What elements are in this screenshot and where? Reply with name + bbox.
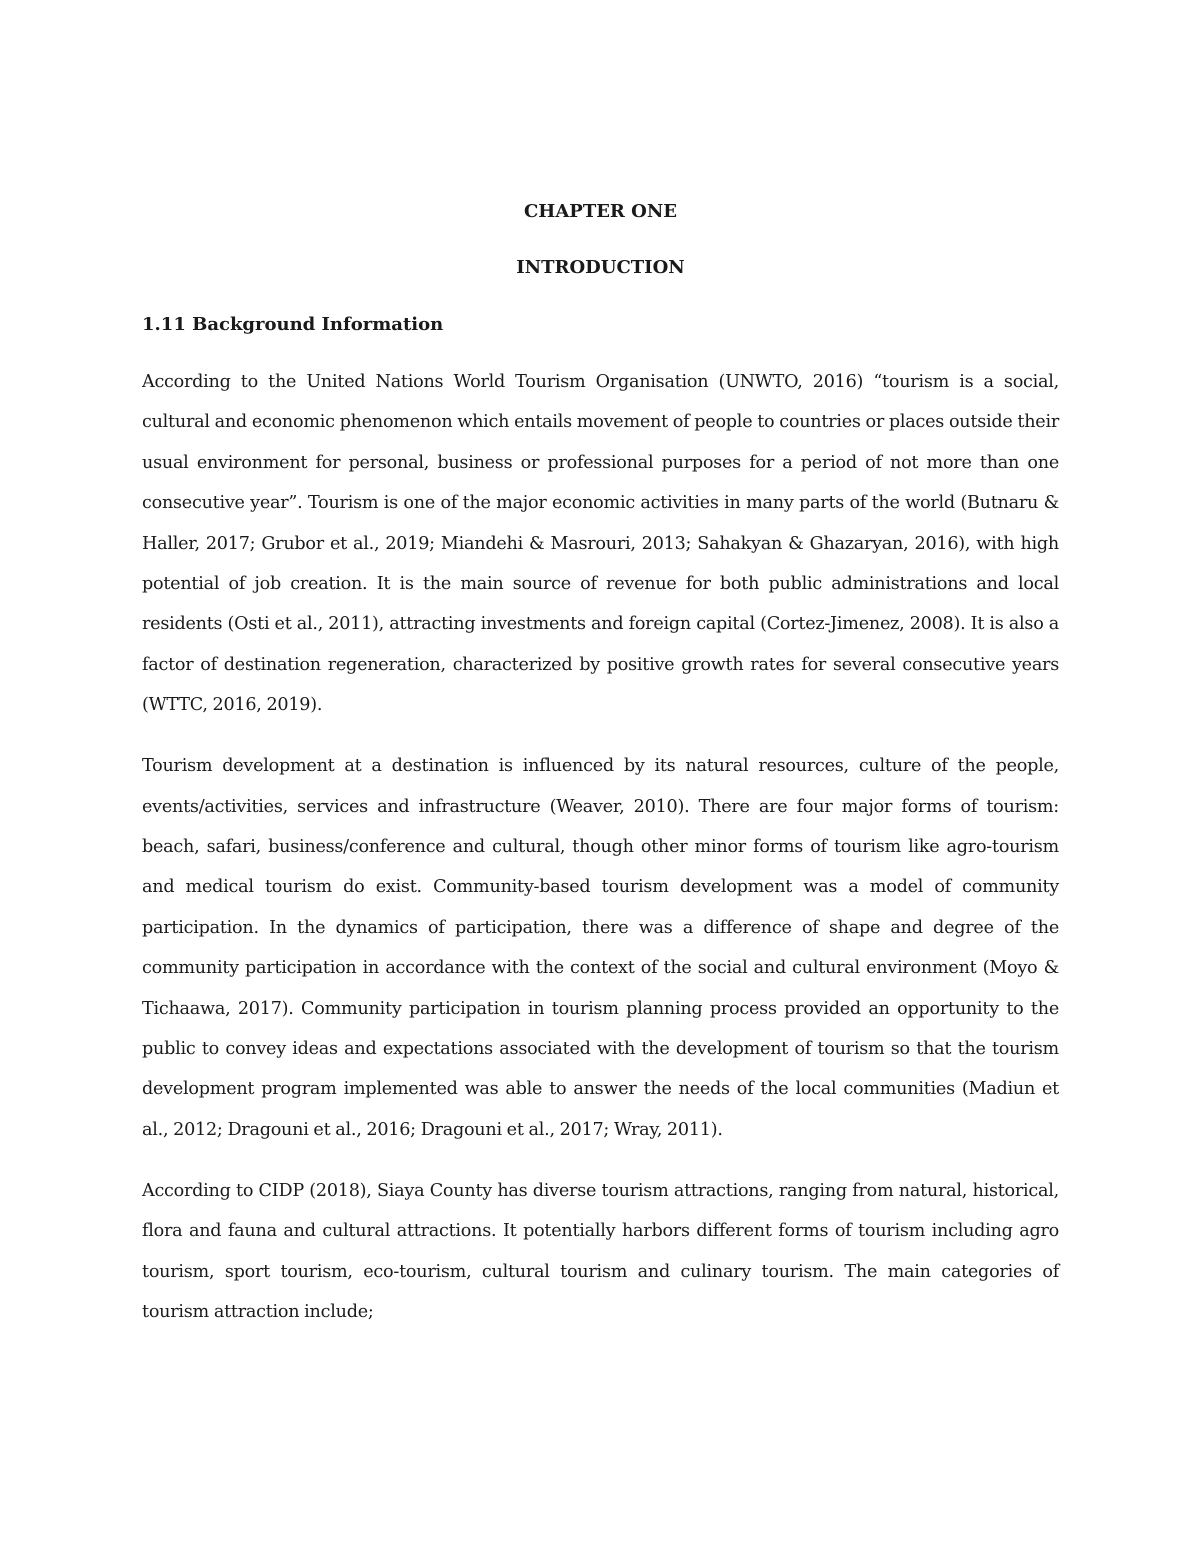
chapter-subtitle: INTRODUCTION: [516, 257, 685, 278]
paragraph-2: Tourism development at a destination is influenced by its natural resources, culture of the people, events/activities, services and infrastructure (Weaver, 2010). There are four major forms of tourism: beach, safari, business/conference and cultural, though other minor forms of tourism like agro-tourism and medical tourism do exist. Community-based tourism development was a model of community participation. In the dynamics of participation, there was a difference of shape and degree of the community participation in accordance with the context of the social and cultural environment (Moyo & Tichaawa, 2017). Community participation in tourism planning process provided an opportunity to the public to convey ideas and expectations associated with the development of tourism so that the tourism development program implemented was able to answer the needs of the local communities (Madiun et al., 2012; Dragouni et al., 2016; Dragouni et al., 2017; Wray, 2011).: [142, 756, 1059, 1140]
paragraph-1: According to the United Nations World Tourism Organisation (UNWTO, 2016) “tourism is a social, cultural and economic phenomenon which entails movement of people to countries or places outside their usual environment for personal, business or professional purposes for a period of not more than one consecutive year”. Tourism is one of the major economic activities in many parts of the world (Butnaru & Haller, 2017; Grubor et al., 2019; Miandehi & Masrouri, 2013; Sahakyan & Ghazaryan, 2016), with high potential of job creation. It is the main source of revenue for both public administrations and local residents (Osti et al., 2011), attracting investments and foreign capital (Cortez-Jimenez, 2008). It is also a factor of destination regeneration, characterized by positive growth rates for several consecutive years (WTTC, 2016, 2019).: [142, 372, 1059, 716]
section-heading: 1.11 Background Information: [142, 314, 444, 335]
chapter-title: CHAPTER ONE: [523, 201, 678, 222]
paragraph-3: According to CIDP (2018), Siaya County has diverse tourism attractions, ranging from natural, historical, flora and fauna and cultural attractions. It potentially harbors different forms of tourism including agro tourism, sport tourism, eco-tourism, cultural tourism and culinary tourism. The main categories of tourism attraction include;: [142, 1180, 1059, 1322]
document-body: [142, 362, 1059, 1353]
